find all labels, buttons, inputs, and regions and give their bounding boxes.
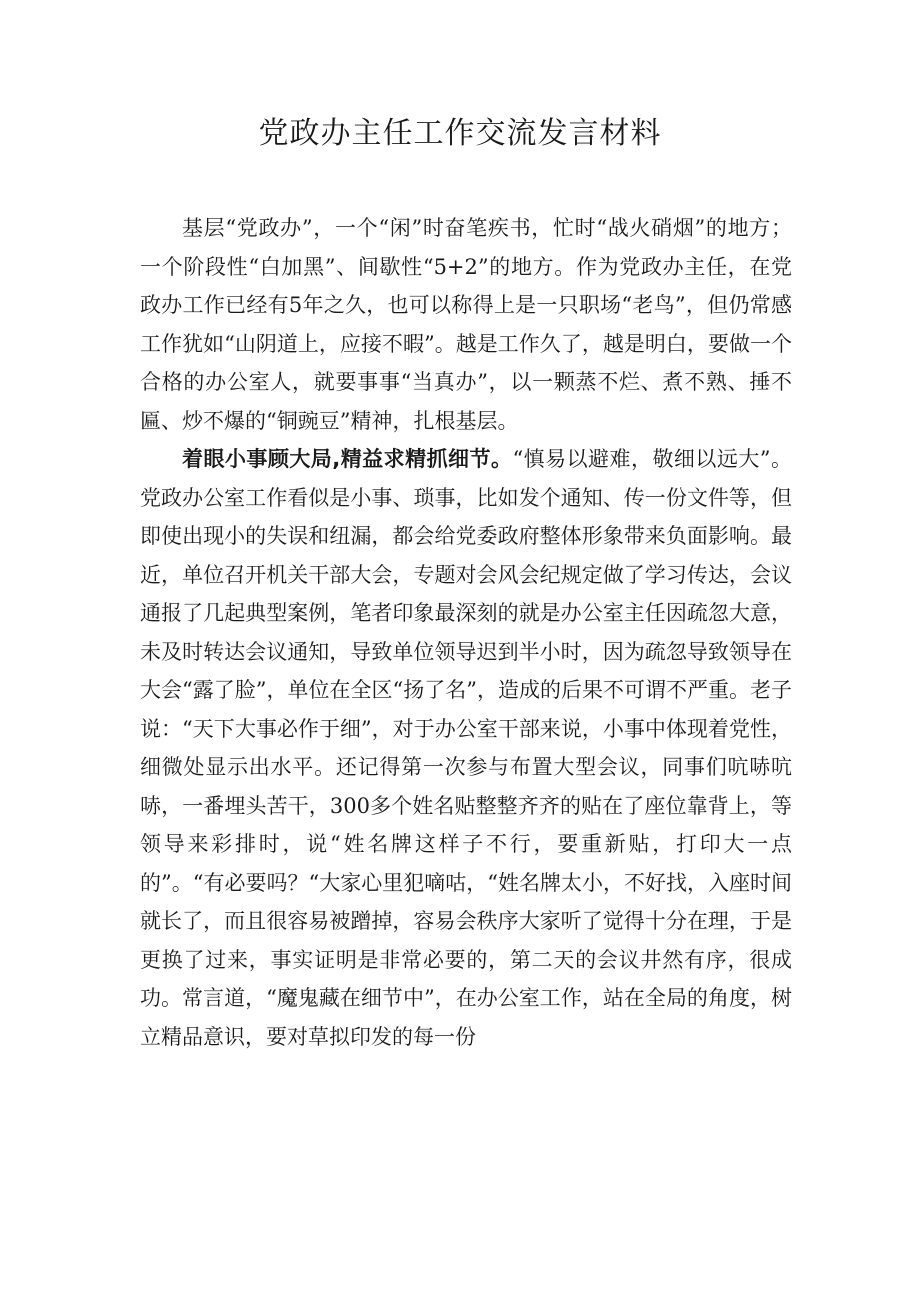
- paragraph-lead: 着眼小事顾大局,精益求精抓细节。: [182, 447, 513, 471]
- document-title: 党政办主任工作交流发言材料: [258, 116, 662, 151]
- paragraph-details: [140, 440, 792, 1056]
- document-body: [140, 209, 792, 1056]
- paragraph-intro: [140, 209, 792, 440]
- paragraph-text: 基层“党政办”，一个“闲”时奋笔疾书，忙时“战火硝烟”的地方；一个阶段性“白加黑”、间歇性“5+2”的地方。作为党政办主任，在党政办工作已经有5年之久，也可以称得上是一只职场“老鸟”，但仍常感工作犹如“山阴道上，应接不暇”。越是工作久了，越是明白，要做一个合格的办公室人，就要事事“当真办”，以一颗蒸不烂、煮不熟、捶不匾、炒不爆的“铜豌豆”精神，扎根基层。: [140, 216, 792, 433]
- paragraph-text: “慎易以避难，敬细以远大”。党政办公室工作看似是小事、琐事，比如发个通知、传一份文件等，但即使出现小的失误和纽漏，都会给党委政府整体形象带来负面影响。最近，单位召开机关干部大会，专题对会风会纪规定做了学习传达，会议通报了几起典型案例，笔者印象最深刻的就是办公室主任因疏忽大意，未及时转达会议通知，导致单位领导迟到半小时，因为疏忽导致领导在大会“露了脸”，单位在全区“扬了名”，造成的后果不可谓不严重。老子说：“天下大事必作于细”，对于办公室干部来说，小事中体现着党性，细微处显示出水平。还记得第一次参与布置大型会议，同事们吭哧吭哧，一番埋头苦干，300多个姓名贴整整齐齐的贴在了座位靠背上，等领导来彩排时，说“姓名牌这样子不行，要重新贴，打印大一点的”。“有必要吗？“大家心里犯嘀咕，“姓名牌太小，不好找，入座时间就长了，而且很容易被蹭掉，容易会秩序大家听了觉得十分在理，于是更换了过来，事实证明是非常必要的，第二天的会议井然有序，很成功。常言道，“魔鬼藏在细节中”，在办公室工作，站在全局的角度，树立精品意识，要对草拟印发的每一份: [140, 447, 792, 1049]
